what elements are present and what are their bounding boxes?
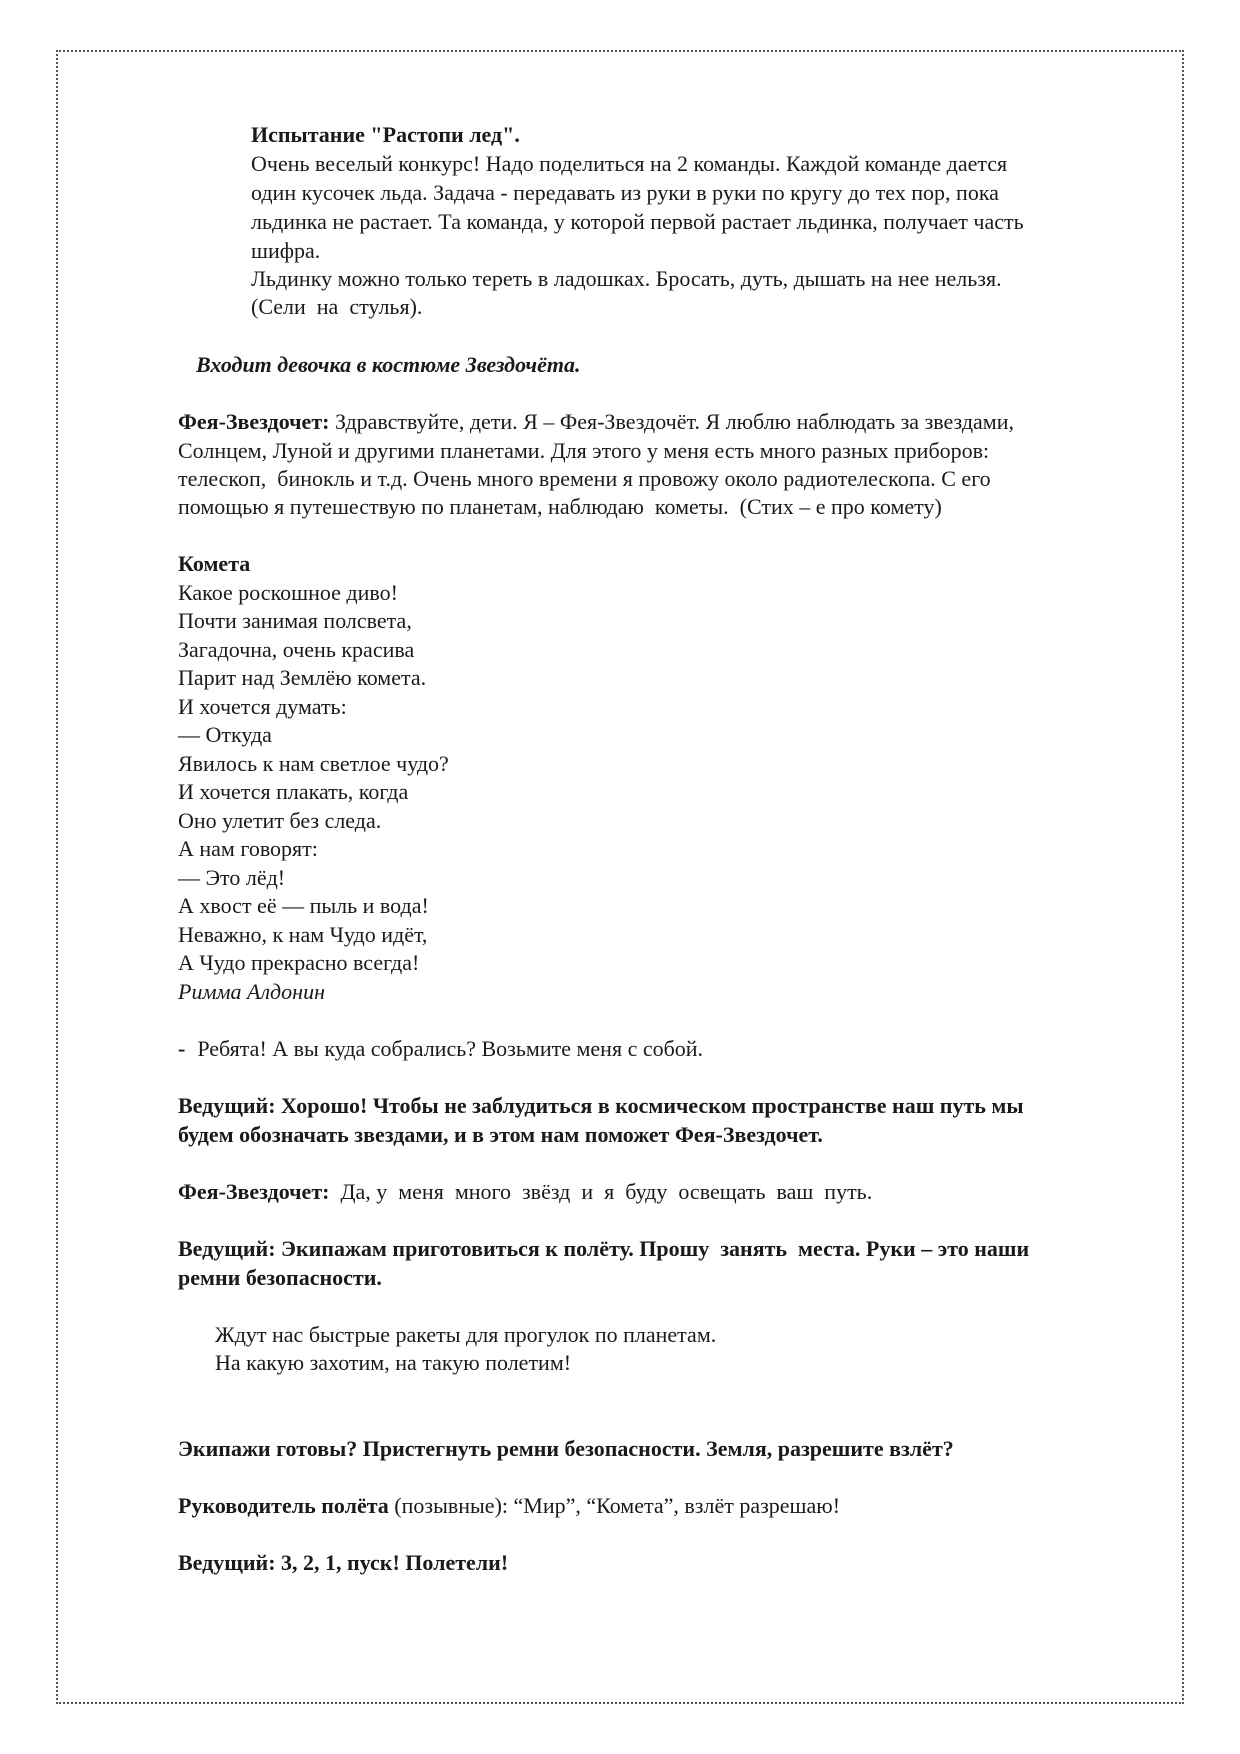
poem-line: А хвост её — пыль и вода! bbox=[178, 893, 429, 918]
poem-line: — Откуда bbox=[178, 722, 272, 747]
poem-line: Почти занимая полсвета, bbox=[178, 608, 412, 633]
poem-line: Парит над Землёю комета. bbox=[178, 665, 427, 690]
fairy-reply: Фея-Звездочет: Да, у меня много звёзд и я буду освещать ваш путь. bbox=[178, 1179, 873, 1204]
speaker-name: Фея-Звездочет: bbox=[178, 1179, 330, 1204]
host-line: Ведущий: Экипажам приготовиться к полёту. Прошу занять места. Руки – это наши bbox=[178, 1236, 1030, 1261]
contest-line: шифра. bbox=[251, 238, 321, 263]
poem-line: А Чудо прекрасно всегда! bbox=[178, 950, 420, 975]
poem-line: Оно улетит без следа. bbox=[178, 808, 382, 833]
contest-line: (Сели на стулья). bbox=[251, 294, 423, 319]
host-line: ремни безопасности. bbox=[178, 1265, 382, 1290]
poem-line: Какое роскошное диво! bbox=[178, 580, 398, 605]
poem-line: А нам говорят: bbox=[178, 836, 318, 861]
host-line: будем обозначать звездами, и в этом нам поможет Фея-Звездочет. bbox=[178, 1122, 823, 1147]
poem-line: Загадочна, очень красива bbox=[178, 637, 415, 662]
speaker-name: Руководитель полёта bbox=[178, 1493, 389, 1518]
contest-title: Испытание "Растопи лед". bbox=[251, 122, 520, 147]
fairy-intro-line: Фея-Звездочет: Здравствуйте, дети. Я – Фея-Звездочёт. Я люблю наблюдать за звездами, bbox=[178, 409, 1015, 434]
poem-title: Комета bbox=[178, 551, 251, 576]
fairy-intro-line: Солнцем, Луной и другими планетами. Для этого у меня есть много разных приборов: bbox=[178, 438, 990, 463]
crews-ready: Экипажи готовы? Пристегнуть ремни безопасности. Земля, разрешите взлёт? bbox=[178, 1436, 954, 1461]
fairy-question: - Ребята! А вы куда собрались? Возьмите меня с собой. bbox=[178, 1036, 704, 1061]
contest-line: один кусочек льда. Задача - передавать из руки в руки по кругу до тех пор, пока bbox=[251, 180, 999, 205]
poem-line: И хочется думать: bbox=[178, 694, 347, 719]
fairy-intro-line: помощью я путешествую по планетам, наблюдаю кометы. (Стих – е про комету) bbox=[178, 494, 942, 519]
contest-line: Льдинку можно только тереть в ладошках. Бросать, дуть, дышать на нее нельзя. bbox=[251, 266, 1002, 291]
launch-line: Ведущий: 3, 2, 1, пуск! Полетели! bbox=[178, 1550, 509, 1575]
speaker-name: Фея-Звездочет: bbox=[178, 409, 330, 434]
rhyme-line: На какую захотим, на такую полетим! bbox=[215, 1350, 572, 1375]
host-line: Ведущий: Хорошо! Чтобы не заблудиться в космическом пространстве наш путь мы bbox=[178, 1093, 1024, 1118]
contest-line: Очень веселый конкурс! Надо поделиться на 2 команды. Каждой команде дается bbox=[251, 151, 1008, 176]
fairy-intro-line: телескоп, бинокль и т.д. Очень много времени я провожу около радиотелескопа. С его bbox=[178, 466, 991, 491]
poem-line: Явилось к нам светлое чудо? bbox=[178, 751, 449, 776]
poem-line: Неважно, к нам Чудо идёт, bbox=[178, 922, 428, 947]
bullet-dash: - bbox=[178, 1036, 186, 1061]
poem-author: Римма Алдонин bbox=[178, 979, 326, 1004]
rhyme-line: Ждут нас быстрые ракеты для прогулок по планетам. bbox=[215, 1322, 717, 1347]
poem-line: И хочется плакать, когда bbox=[178, 779, 409, 804]
poem-line: — Это лёд! bbox=[178, 865, 286, 890]
contest-line: льдинка не растает. Та команда, у которой первой растает льдинка, получает часть bbox=[251, 209, 1024, 234]
stage-direction: Входит девочка в костюме Звездочёта. bbox=[196, 352, 581, 377]
flight-director-line: Руководитель полёта (позывные): “Мир”, “Комета”, взлёт разрешаю! bbox=[178, 1493, 841, 1518]
